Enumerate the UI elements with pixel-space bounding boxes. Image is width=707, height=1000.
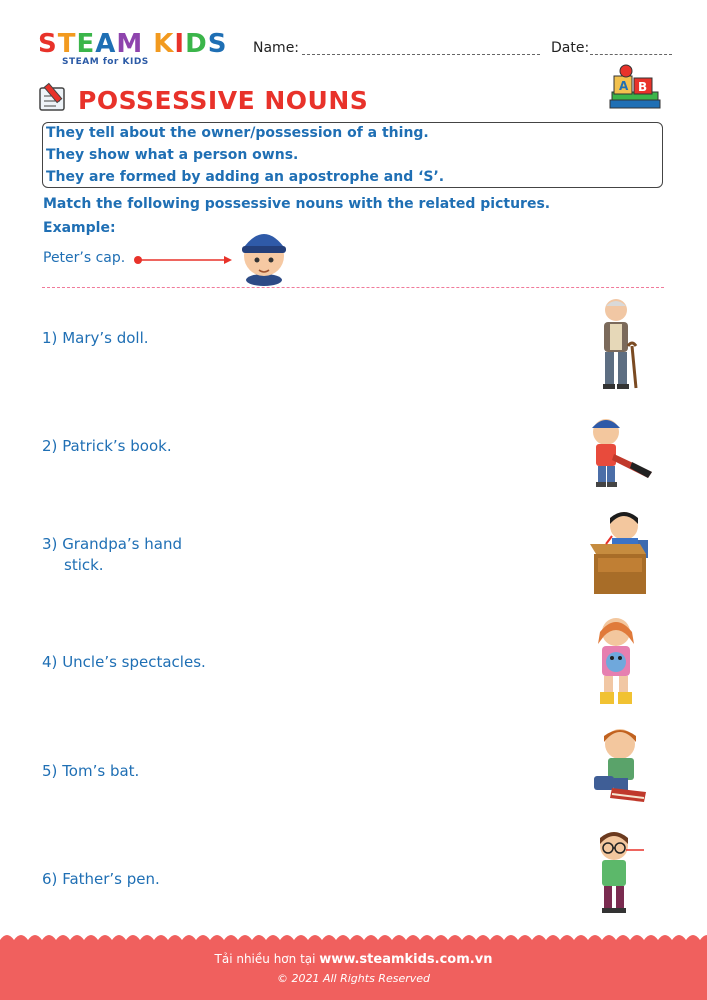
rule-line: They show what a person owns. <box>46 147 299 163</box>
item-number: 4) <box>42 653 58 671</box>
item-number: 6) <box>42 870 58 888</box>
notepad-pencil-icon <box>36 82 72 114</box>
logo-tagline: STEAM for KIDS <box>62 57 149 67</box>
svg-text:A: A <box>619 79 629 93</box>
boy-with-bat-picture <box>582 410 658 488</box>
item-number: 1) <box>42 329 58 347</box>
match-item <box>42 652 206 673</box>
example-label: Example: <box>43 220 116 236</box>
footer-copyright: © 2021 All Rights Reserved <box>276 972 430 985</box>
grandpa-with-stick-picture <box>592 296 644 392</box>
item-text: Grandpa’s hand <box>62 535 182 553</box>
footer-prefix: Tải nhiều hơn tại <box>214 952 316 966</box>
logo-letter: I <box>174 29 186 59</box>
name-field[interactable] <box>302 54 540 55</box>
item-number: 5) <box>42 762 58 780</box>
item-text: Mary’s doll. <box>62 329 149 347</box>
uncle-with-spectacles-picture <box>592 828 648 914</box>
match-item <box>42 869 160 890</box>
boy-at-desk-picture <box>586 506 656 598</box>
item-number: 3) <box>42 535 58 553</box>
logo-letter: K <box>153 29 175 59</box>
girl-with-doll-picture <box>588 614 644 706</box>
date-field[interactable] <box>590 54 672 55</box>
footer-link-line <box>0 952 707 967</box>
logo-letter: E <box>76 29 96 59</box>
abc-books-icon <box>606 62 664 112</box>
example-arrow <box>132 252 234 268</box>
logo-letter: S <box>207 29 228 59</box>
instruction-text: Match the following possessive nouns with the related pictures. <box>43 196 551 212</box>
logo-letter: T <box>57 29 77 59</box>
example-text: Peter’s cap. <box>43 250 126 266</box>
logo-letter: M <box>116 29 144 59</box>
logo-letter: S <box>38 29 58 59</box>
boy-with-book-picture <box>588 722 650 808</box>
svg-text:B: B <box>638 80 648 94</box>
name-label: Name: <box>253 40 300 56</box>
item-text-continued: stick. <box>64 556 104 574</box>
footer-site-link[interactable]: www.steamkids.com.vn <box>319 952 493 967</box>
date-label: Date: <box>551 40 590 56</box>
logo-letter: D <box>185 29 208 59</box>
steam-kids-logo <box>38 30 227 58</box>
item-text: Father’s pen. <box>62 870 160 888</box>
match-item <box>42 328 149 349</box>
rule-line: They are formed by adding an apostrophe and ‘S’. <box>46 169 445 185</box>
match-item <box>42 534 182 576</box>
item-text: Uncle’s spectacles. <box>62 653 206 671</box>
match-item <box>42 761 139 782</box>
rule-line: They tell about the owner/possession of a thing. <box>46 125 429 141</box>
page-title: POSSESSIVE NOUNS <box>78 86 369 115</box>
logo-letter: A <box>95 29 117 59</box>
match-item <box>42 436 172 457</box>
item-number: 2) <box>42 437 58 455</box>
item-text: Tom’s bat. <box>62 762 140 780</box>
item-text: Patrick’s book. <box>62 437 172 455</box>
footer <box>0 940 707 1000</box>
boy-with-cap-picture <box>234 218 294 286</box>
section-divider <box>42 287 664 288</box>
